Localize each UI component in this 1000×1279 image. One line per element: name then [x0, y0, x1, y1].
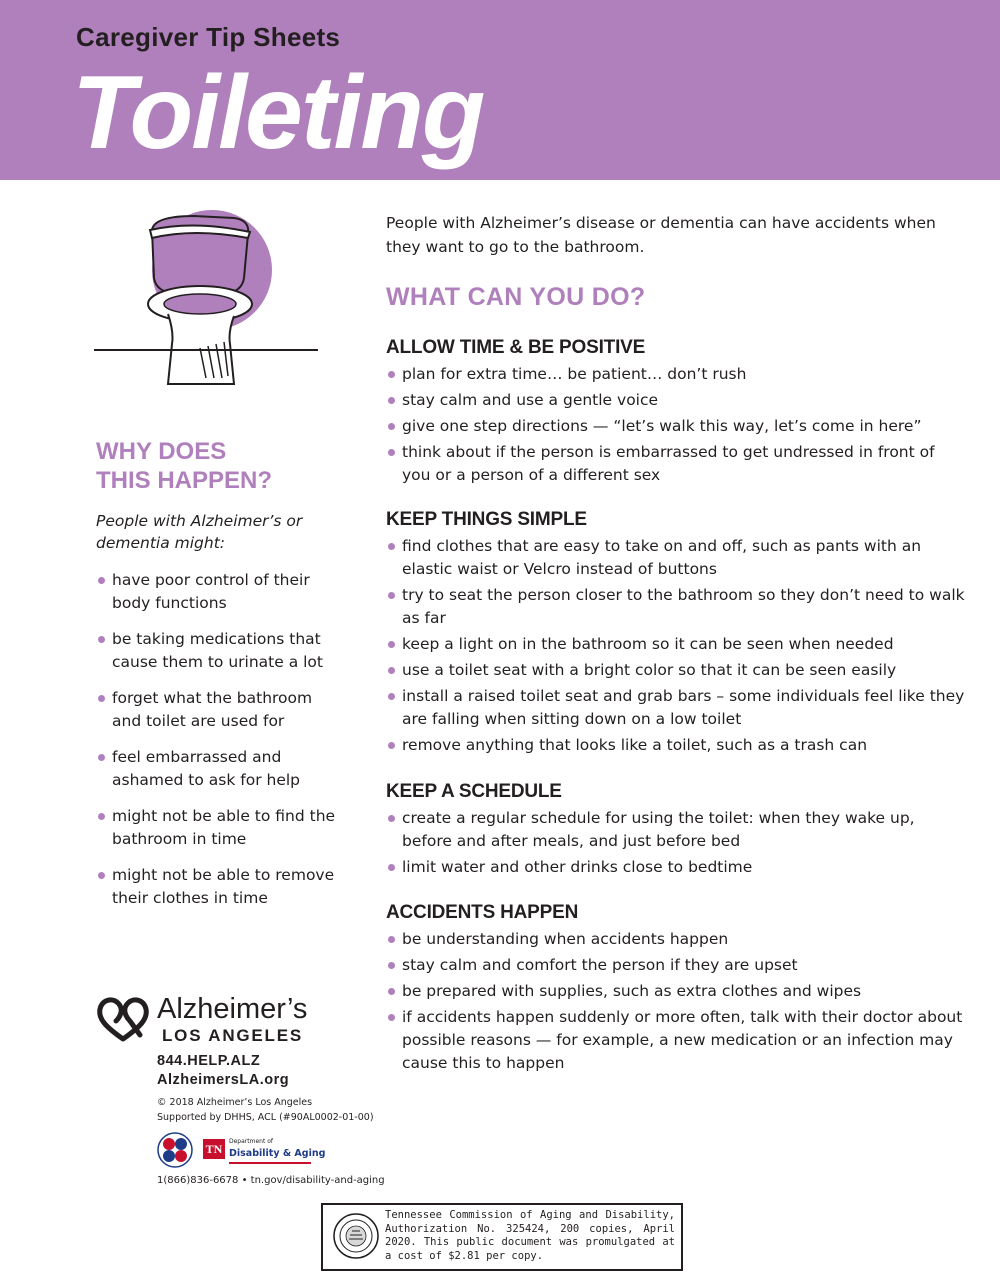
why-heading [96, 437, 272, 495]
brand-name: Alzheimer’s [157, 993, 308, 1025]
tn-dept: Department of [229, 1138, 273, 1145]
copyright: © 2018 Alzheimer’s Los Angeles [157, 1097, 313, 1108]
credits [157, 1095, 374, 1125]
list-item: stay calm and use a gentle voice [386, 389, 966, 412]
list-item: try to seat the person closer to the bathroom so they don’t need to walk as far [386, 584, 966, 630]
tn-disability-logo [203, 1136, 326, 1166]
heart-ribbon-logo-icon [96, 995, 150, 1045]
support-line: Supported by DHHS, ACL (#90AL0002-01-00) [157, 1112, 374, 1123]
list-item: if accidents happen suddenly or more often, talk with their doctor about possible reasons — for example, a new medication or an infection may cause this to happen [386, 1006, 966, 1075]
list-item: might not be able to remove their clothes in time [96, 864, 346, 910]
toilet-illustration [94, 208, 320, 394]
phone-number: 844.HELP.ALZ [157, 1053, 261, 1069]
list-item: limit water and other drinks close to bedtime [386, 856, 966, 879]
authorization-notice [321, 1203, 683, 1271]
why-list [96, 569, 346, 923]
section-title: KEEP THINGS SIMPLE [386, 509, 587, 530]
list-item: find clothes that are easy to take on and off, such as pants with an elastic waist or Velcro instead of buttons [386, 535, 966, 581]
contact-block [157, 1052, 289, 1090]
section-keep-simple [386, 509, 966, 760]
what-heading: WHAT CAN YOU DO? [386, 283, 646, 311]
notice-text: Tennessee Commission of Aging and Disability, Authorization No. 325424, 200 copies, April 2020. This public document was promulgated at a cost of $2.81 per copy. [385, 1209, 675, 1262]
list-item: create a regular schedule for using the toilet: when they wake up, before and after meals, and just before bed [386, 807, 966, 853]
list-item: give one step directions — “let’s walk this way, let’s come in here” [386, 415, 966, 438]
tn-name: Disability & Aging [229, 1148, 326, 1159]
list-item: plan for extra time… be patient… don’t rush [386, 363, 966, 386]
list-item: be understanding when accidents happen [386, 928, 966, 951]
list-item: keep a light on in the bathroom so it can be seen when needed [386, 633, 966, 656]
section-accidents [386, 902, 966, 1078]
contact-line: 1(866)836-6678 • tn.gov/disability-and-aging [157, 1175, 385, 1186]
why-intro: People with Alzheimer’s or dementia might: [96, 512, 303, 552]
list-item: feel embarrassed and ashamed to ask for help [96, 746, 346, 792]
tennessee-seal-icon [333, 1213, 379, 1259]
list-item: forget what the bathroom and toilet are used for [96, 687, 346, 733]
section-keep-schedule [386, 781, 966, 882]
brain-badge-icon [157, 1132, 193, 1168]
brand-region: LOS ANGELES [162, 1026, 304, 1045]
page-title: Toileting [72, 55, 484, 171]
why-heading-line: THIS HAPPEN? [96, 467, 273, 494]
series-title: Caregiver Tip Sheets [76, 22, 341, 52]
list-item: be taking medications that cause them to urinate a lot [96, 628, 346, 674]
list-item: think about if the person is embarrassed to get undressed in front of you or a person of a different sex [386, 441, 966, 487]
list-item: be prepared with supplies, such as extra clothes and wipes [386, 980, 966, 1003]
website: AlzheimersLA.org [157, 1072, 290, 1088]
section-allow-time [386, 337, 966, 490]
section-title: ALLOW TIME & BE POSITIVE [386, 337, 646, 358]
header-banner [0, 0, 1000, 180]
section-title: KEEP A SCHEDULE [386, 781, 562, 802]
list-item: stay calm and comfort the person if they are upset [386, 954, 966, 977]
intro-paragraph: People with Alzheimer’s disease or dementia can have accidents when they want to go to the bathroom. [386, 214, 936, 256]
list-item: have poor control of their body functions [96, 569, 346, 615]
why-heading-line: WHY DOES [96, 438, 227, 465]
tn-box: TN [203, 1139, 225, 1159]
list-item: remove anything that looks like a toilet, such as a trash can [386, 734, 966, 757]
section-title: ACCIDENTS HAPPEN [386, 902, 579, 923]
list-item: use a toilet seat with a bright color so that it can be seen easily [386, 659, 966, 682]
list-item: install a raised toilet seat and grab bars – some individuals feel like they are falling when sitting down on a low toilet [386, 685, 966, 731]
list-item: might not be able to find the bathroom in time [96, 805, 346, 851]
divider [229, 1162, 311, 1164]
